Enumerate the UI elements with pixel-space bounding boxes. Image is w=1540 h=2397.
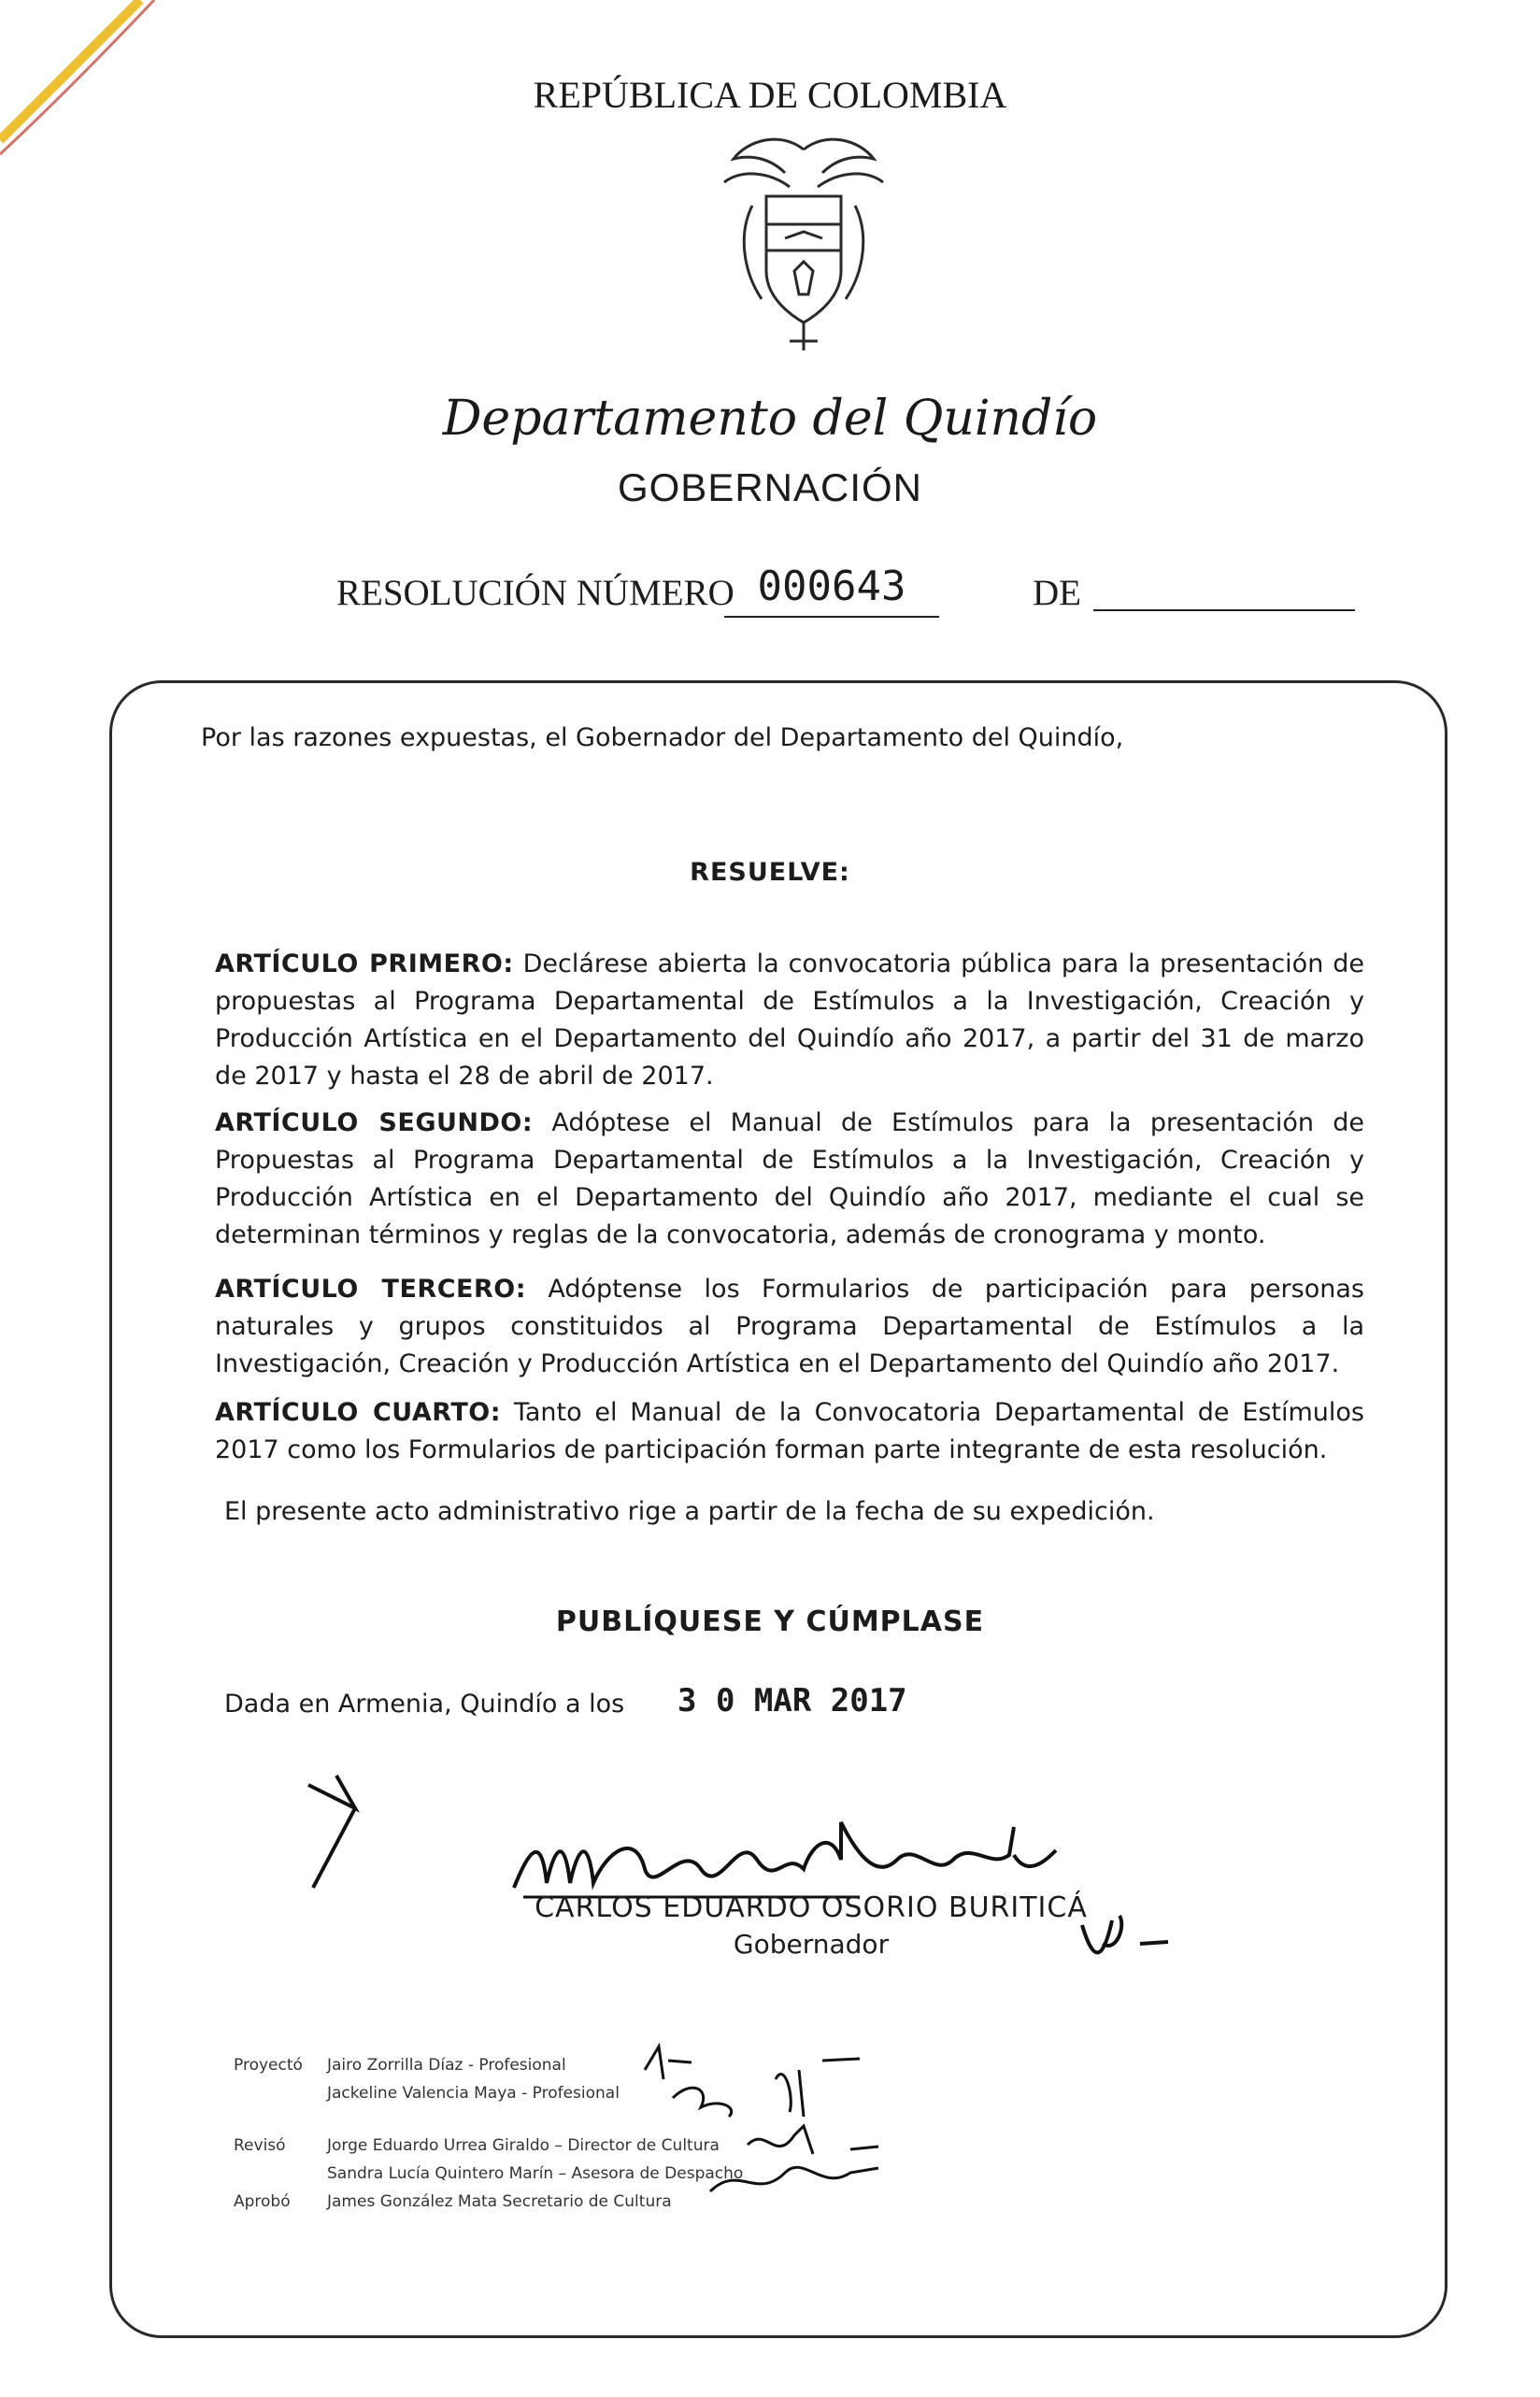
final-clause: El presente acto administrativo rige a partir de la fecha de su expedición. [224, 1497, 1155, 1526]
credit-line: Jorge Eduardo Urrea Giraldo – Director de Cultura [327, 2136, 720, 2155]
article-third [215, 1271, 1364, 1383]
article-text: Tanto el Manual de la Convocatoria Departamental de Estímulos 2017 como los Formularios de participación forman parte integrante de esta resolución. [215, 1398, 1364, 1464]
credit-line: James González Mata Secretario de Cultura [327, 2192, 672, 2211]
article-text: Adóptense los Formularios de participación para personas naturales y grupos constituidos al Programa Departamental de Estímulos a la Investigación, Creación y Producción Artística en el Departamento del Quindío año 2017. [215, 1275, 1364, 1378]
article-second [215, 1105, 1364, 1254]
article-first [215, 946, 1364, 1095]
article-text: Adóptese el Manual de Estímulos para la presentación de Propuestas al Programa Departamental de Estímulos a la Investigación, Creación y Producción Artística en el Departamento del Quindío año 2017, mediante el cual se determinan términos y reglas de la convocatoria, además de cronograma y monto. [215, 1108, 1364, 1249]
credit-label: Proyectó [234, 2056, 303, 2075]
resolution-date-blank [1093, 609, 1355, 611]
credit-line: Jackeline Valencia Maya - Profesional [327, 2084, 620, 2103]
department-name: Departamento del Quindío [442, 391, 1098, 447]
given-date-stamp: 3 0 MAR 2017 [677, 1682, 907, 1719]
signer-name: CARLOS EDUARDO OSORIO BURITICÁ [535, 1891, 1088, 1924]
article-title: ARTÍCULO SEGUNDO: [215, 1108, 534, 1137]
resolution-label: RESOLUCIÓN NÚMERO [336, 573, 734, 613]
article-title: ARTÍCULO CUARTO: [215, 1398, 502, 1427]
office-heading: GOBERNACIÓN [617, 465, 923, 509]
resolves-heading: RESUELVE: [690, 858, 850, 887]
credit-line: Jairo Zorrilla Díaz - Profesional [327, 2056, 566, 2075]
article-title: ARTÍCULO PRIMERO: [215, 949, 514, 978]
coat-of-arms-icon [696, 131, 911, 355]
resolution-line [336, 563, 1364, 628]
intro-text: Por las razones expuestas, el Gobernador del Departamento del Quindío, [201, 723, 1124, 752]
article-text: Declárese abierta la convocatoria pública para la presentación de propuestas al Programa Departamental de Estímulos a la Investigación, Creación y Producción Artística en el Departamento del Quindío año 2017, a partir del 31 de marzo de 2017 y hasta el 28 de abril de 2017. [215, 949, 1365, 1091]
handwritten-mark-icon [299, 1766, 402, 1897]
credit-label: Revisó [234, 2136, 286, 2155]
closing-heading: PUBLÍQUESE Y CÚMPLASE [555, 1605, 985, 1638]
signer-role: Gobernador [733, 1929, 890, 1960]
review-initials-icon [635, 2042, 953, 2201]
resolution-date-label: DE [1033, 573, 1081, 613]
article-title: ARTÍCULO TERCERO: [215, 1275, 527, 1304]
given-in-text: Dada en Armenia, Quindío a los [224, 1690, 625, 1719]
resolution-number: 000643 [724, 563, 939, 618]
article-fourth [215, 1394, 1364, 1469]
credit-label: Aprobó [234, 2192, 291, 2211]
credit-line: Sandra Lucía Quintero Marín – Asesora de Despacho [327, 2164, 744, 2183]
handwritten-initial-icon [1075, 1906, 1177, 1972]
country-heading: REPÚBLICA DE COLOMBIA [533, 74, 1007, 116]
